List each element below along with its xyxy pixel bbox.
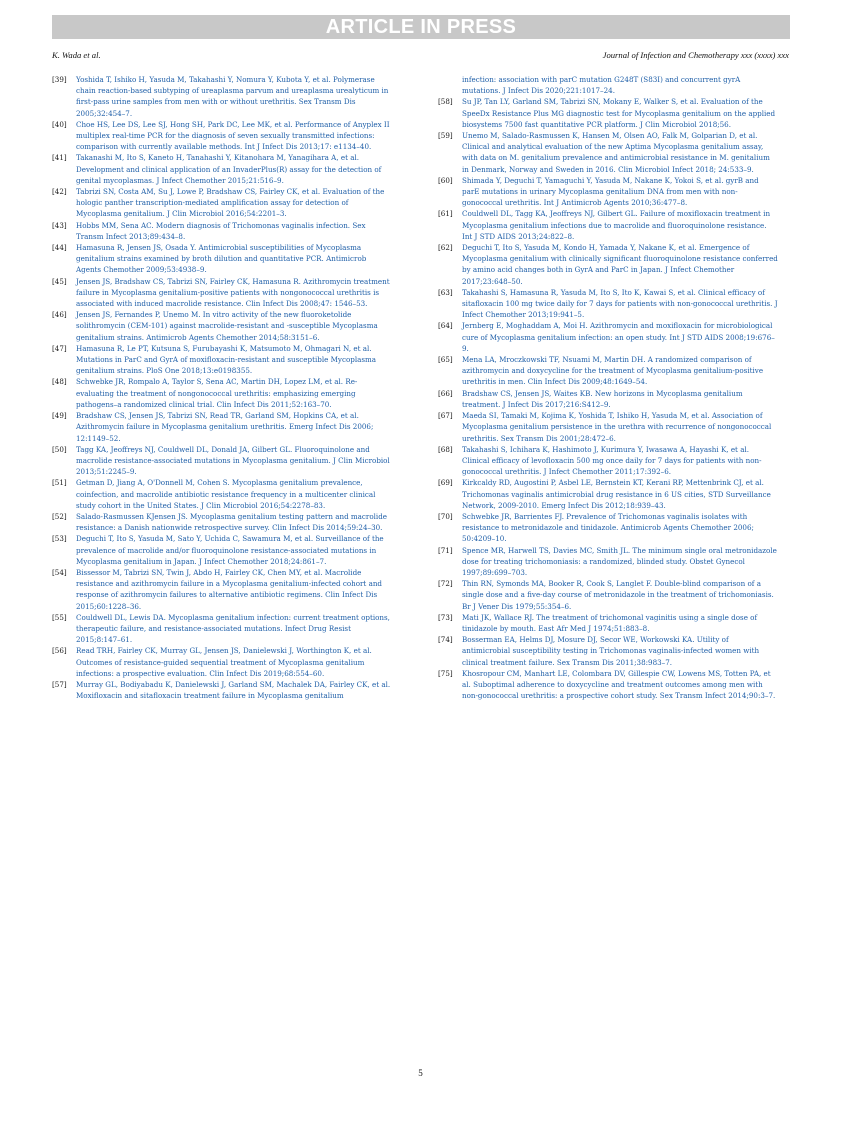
reference-number: [61] [438, 209, 453, 219]
reference-number: [39] [52, 75, 67, 84]
reference-number: [73] [438, 612, 453, 622]
reference-number: [62] [438, 243, 453, 253]
reference-link[interactable]: Hamasuna R, Jensen JS, Osada Y. Antimicrobial susceptibilities of Mycoplasma genitalium strains examined by broth dilution and quantitative PCR. Antimicrob Agents Chemother 2009;53:4938–9. [76, 243, 367, 275]
reference-number: [66] [438, 388, 453, 398]
reference-number: [55] [52, 612, 67, 622]
reference-entry [52, 533, 392, 567]
references-right-column [438, 74, 778, 701]
reference-link[interactable]: Bradshaw CS, Jensen JS, Waites KB. New horizons in Mycoplasma genitalium treatment. J Infect Dis 2017;216:S412–9. [462, 388, 743, 409]
reference-link[interactable]: Couldwell DL, Lewis DA. Mycoplasma genitalium infection: current treatment options, therapeutic failure, and resistance-associated mutations. Infect Drug Resist 2015;8:147–61. [76, 612, 390, 645]
reference-link[interactable]: Bosserman EA, Helms DJ, Mosure DJ, Secor WE, Workowski KA. Utility of antimicrobial susceptibility testing in Trichomonas vaginalis-infected women with clinical treatment failure. Sex Transm Dis 2011;38:983–7. [462, 635, 760, 667]
reference-link[interactable]: Deguchi T, Ito S, Yasuda M, Sato Y, Uchida C, Sawamura M, et al. Surveillance of the prevalence of macrolide and/or fluoroquinolone resistance-associated mutations in Mycoplasma genitalium in Japan. J Infect Chemother 2018;24:861–7. [76, 534, 384, 566]
reference-number: [64] [438, 321, 453, 331]
reference-link[interactable]: Bissessor M, Tabrizi SN, Twin J, Abdo H, Fairley CK, Chen MY, et al. Macrolide resistance and azithromycin failure in a Mycoplasma genitalium-infected cohort and response of azithromycin failures to alternative antibiotic regimens. Clin Infect Dis 2015;60:1228–36. [76, 567, 383, 611]
reference-link[interactable]: Khosropour CM, Manhart LE, Colombara DV, Gillespie CW, Lowens MS, Totten PA, et al. Suboptimal adherence to doxycycline and treatment outcomes among men with non-gonococcal urethritis: a prospective cohort study. Sex Transm Infect 2014;90:3–7. [462, 668, 776, 701]
reference-entry [438, 388, 778, 410]
reference-link[interactable]: Mati JK, Wallace RJ. The treatment of trichomonal vaginitis using a single dose of tinidazole by mouth. East Afr Med J 1974;51:883–8. [462, 612, 758, 633]
reference-number [438, 74, 462, 96]
reference-link[interactable]: Unemo M, Salado-Rasmussen K, Hansen M, Olsen AO, Falk M, Golparian D, et al. Clinical and analytical evaluation of the new Aptima Mycoplasma genitalium assay, with data on M. genitalium prevalence and antimicrobial resistance in M. genitalium in Denmark, Norway and Sweden in 2016. Clin Microbiol Infect 2018; 24:533–9. [462, 131, 770, 174]
reference-entry [438, 545, 778, 579]
reference-link[interactable]: Kirkcaldy RD, Augostini P, Asbel LE, Bernstein KT, Kerani RP, Mettenbrink CJ, et al. Trichomonas vaginalis antimicrobial drug resistance in 6 US cities, STD Surveillance Network, 2009-2010. Emerg Infect Dis 2012;18:939–43. [462, 478, 771, 510]
reference-number: [68] [438, 444, 453, 454]
reference-number: [57] [52, 679, 67, 689]
reference-number: [43] [52, 220, 67, 230]
reference-number: [41] [52, 153, 67, 163]
article-in-press-banner: ARTICLE IN PRESS [52, 15, 790, 39]
reference-link[interactable]: Takahashi S, Ichihara K, Hashimoto J, Kurimura Y, Iwasawa A, Hayashi K, et al. Clinical efficacy of levofloxacin 500 mg once daily for 7 days for patients with non-gonococcal urethritis. J Infect Chemother 2011;17:392–6. [462, 444, 762, 477]
reference-number: [63] [438, 287, 453, 297]
reference-entry [438, 320, 778, 354]
reference-link[interactable]: infection: association with parC mutation G248T (S83I) and concurrent gyrA mutations. J Infect Dis 2020;221:1017–24. [462, 75, 741, 96]
reference-entry [52, 119, 392, 153]
reference-entry [438, 477, 778, 511]
reference-number: [71] [438, 545, 453, 555]
reference-entry [52, 567, 392, 612]
reference-link[interactable]: Jensen JS, Fernandes P, Unemo M. In vitro activity of the new fluoroketolide solithromycin (CEM-101) against macrolide-resistant and -susceptible Mycoplasma genitalium strains. Antimicrob Agents Chemother 2014;58:3151–6. [76, 310, 378, 342]
reference-entry [52, 309, 392, 343]
reference-number: [58] [438, 97, 453, 107]
reference-link[interactable]: Getman D, Jiang A, O'Donnell M, Cohen S. Mycoplasma genitalium prevalence, coinfection, and macrolide antibiotic resistance frequency in a multicenter clinical study cohort in the United States. J Clin Microbiol 2016;54:2278–83. [76, 478, 376, 510]
reference-link[interactable]: Spence MR, Harwell TS, Davies MC, Smith JL. The minimum single oral metronidazole dose for treating trichomoniasis: a randomized, blinded study. Obstet Gynecol 1997;89:699–703. [462, 545, 777, 577]
reference-link[interactable]: Hamasuna R, Le PT, Kutsuna S, Furubayashi K, Matsumoto M, Ohmagari N, et al. Mutations in ParC and GyrA of moxifloxacin-resistant and susceptible Mycoplasma genitalium strains. PloS One 2018;13:e0198355. [76, 343, 377, 376]
reference-link[interactable]: Tagg KA, Jeoffreys NJ, Couldwell DL, Donald JA, Gilbert GL. Fluoroquinolone and macrolide resistance-associated mutations in Mycoplasma genitalium. J Clin Microbiol 2013;51:2245–9. [76, 444, 390, 477]
reference-link[interactable]: Choe HS, Lee DS, Lee SJ, Hong SH, Park DC, Lee MK, et al. Performance of Anyplex II multiplex real-time PCR for the diagnosis of seven sexually transmitted infections: comparison with currently available methods. Int J Infect Dis 2013;17: e1134–40. [76, 119, 390, 152]
reference-entry [52, 220, 392, 242]
reference-number: [50] [52, 444, 67, 454]
reference-entry [438, 208, 778, 242]
reference-number: [42] [52, 187, 67, 197]
reference-number: [67] [438, 411, 453, 421]
reference-entry [52, 679, 392, 701]
reference-entry [438, 287, 778, 321]
reference-entry [52, 612, 392, 646]
reference-entry [52, 74, 392, 119]
reference-entry [52, 477, 392, 511]
reference-link[interactable]: Salado-Rasmussen KJensen JS. Mycoplasma genitalium testing pattern and macrolide resistance: a Danish nationwide retrospective survey. Clin Infect Dis 2014;59:24–30. [76, 511, 388, 533]
reference-number: [60] [438, 175, 453, 185]
reference-link[interactable]: Deguchi T, Ito S, Yasuda M, Kondo H, Yamada Y, Nakane K, et al. Emergence of Mycoplasma genitalium with clinically significant fluoroquinolone resistance conferred by amino acid changes both in GyrA and ParC in Japan. J Infect Chemother 2017;23:648–50. [462, 243, 778, 286]
reference-link[interactable]: Yoshida T, Ishiko H, Yasuda M, Takahashi Y, Nomura Y, Kubota Y, et al. Polymerase chain reaction-based subtyping of ureaplasma parvum and ureaplasma urealyticum in first-pass urine samples from men with or without urethritis. Sex Transm Dis 2005;32:454–7. [76, 75, 389, 118]
running-head-journal: Journal of Infection and Chemotherapy xxx (xxxx) xxx [602, 50, 789, 60]
reference-entry [438, 96, 778, 130]
reference-number: [44] [52, 243, 67, 253]
reference-entry [438, 511, 778, 545]
reference-link[interactable]: Hobbs MM, Sena AC. Modern diagnosis of Trichomonas vaginalis infection. Sex Transm Infect 2013;89:434–8. [76, 220, 366, 241]
reference-number: [52] [52, 511, 67, 521]
reference-entry [52, 410, 392, 444]
reference-number: [65] [438, 355, 453, 365]
reference-link[interactable]: Bradshaw CS, Jensen JS, Tabrizi SN, Read TR, Garland SM, Hopkins CA, et al. Azithromycin failure in Mycoplasma genitalium urethritis. Emerg Infect Dis 2006; 12:1149–52. [76, 411, 374, 443]
reference-entry [52, 152, 392, 186]
reference-number: [40] [52, 119, 67, 129]
reference-number: [54] [52, 567, 67, 577]
reference-link[interactable]: Jensen JS, Bradshaw CS, Tabrizi SN, Fairley CK, Hamasuna R. Azithromycin treatment failure in Mycoplasma genitalium-positive patients with nongonococcal urethritis is associated with induced macrolide resistance. Clin Infect Dis 2008;47: 1546–53. [76, 276, 390, 309]
reference-number: [56] [52, 646, 67, 656]
reference-entry [438, 410, 778, 444]
reference-link[interactable]: Thin RN, Symonds MA, Booker R, Cook S, Langlet F. Double-blind comparison of a single dose and a five-day course of metronidazole in the treatment of trichomoniasis. Br J Vener Dis 1979;55:354–6. [462, 579, 774, 611]
reference-link[interactable]: Mena LA, Mroczkowski TF, Nsuami M, Martin DH. A randomized comparison of azithromycin and doxycycline for the treatment of Mycoplasma genitalium-positive urethritis in men. Clin Infect Dis 2009;48:1649–54. [462, 355, 764, 387]
reference-link[interactable]: Murray GL, Bodiyabadu K, Danielewski J, Garland SM, Machalek DA, Fairley CK, et al. Moxifloxacin and sitafloxacin treatment failure in Mycoplasma genitalium [76, 679, 391, 701]
reference-entry [52, 186, 392, 220]
running-head-authors: K. Wada et al. [52, 50, 101, 60]
reference-link[interactable]: Jernberg E, Moghaddam A, Moi H. Azithromycin and moxifloxacin for microbiological cure of Mycoplasma genitalium infection: an open study. Int J STD AIDS 2008;19:676–9. [462, 321, 775, 353]
reference-entry [438, 612, 778, 634]
reference-link[interactable]: Shimada Y, Deguchi T, Yamaguchi Y, Yasuda M, Nakane K, Yokoi S, et al. gyrB and parE mutations in urinary Mycoplasma genitalium DNA from men with non-gonococcal urethritis. Int J Antimicrob Agents 2010;36:477–8. [462, 175, 759, 208]
reference-entry [52, 511, 392, 533]
reference-link[interactable]: Schwebke JR, Barrientes FJ. Prevalence of Trichomonas vaginalis isolates with resistance to metronidazole and tinidazole. Antimicrob Agents Chemother 2006; 50:4209–10. [462, 511, 754, 544]
reference-entry [438, 175, 778, 209]
reference-entry [52, 376, 392, 410]
reference-entry [438, 444, 778, 478]
page-number: 5 [418, 1068, 423, 1078]
reference-link[interactable]: Couldwell DL, Tagg KA, Jeoffreys NJ, Gilbert GL. Failure of moxifloxacin treatment in Mycoplasma genitalium infections due to macrolide and fluoroquinolone resistance. Int J STD AIDS 2013;24:822–8. [462, 209, 771, 241]
reference-number: [74] [438, 635, 453, 645]
reference-number: [47] [52, 343, 67, 353]
reference-entry [438, 578, 778, 612]
reference-entry [52, 242, 392, 276]
reference-entry [52, 343, 392, 377]
reference-number: [70] [438, 511, 453, 521]
reference-link[interactable]: Takanashi M, Ito S, Kaneto H, Tanahashi Y, Kitanohara M, Yanagihara A, et al. Development and clinical application of an InvaderPlus(R) assay for the detection of genital mycoplasmas. J Infect Chemother 2015;21:516–9. [76, 153, 382, 185]
reference-number: [46] [52, 310, 67, 320]
reference-number: [72] [438, 579, 453, 589]
reference-number: [53] [52, 534, 67, 544]
references-left-column [52, 74, 392, 701]
reference-link[interactable]: Read TRH, Fairley CK, Murray GL, Jensen JS, Danielewski J, Worthington K, et al. Outcomes of resistance-guided sequential treatment of Mycoplasma genitalium infections: a prospective evaluation. Clin Infect Dis 2019;68:554–60. [76, 646, 372, 678]
reference-link[interactable]: Tabrizi SN, Costa AM, Su J, Lowe P, Bradshaw CS, Fairley CK, et al. Evaluation of the hologic panther transcription-mediated amplification assay for detection of Mycoplasma genitalium. J Clin Microbiol 2016;54:2201–3. [76, 187, 385, 219]
reference-entry [438, 634, 778, 668]
reference-entry [438, 668, 778, 702]
reference-link[interactable]: Schwebke JR, Rompalo A, Taylor S, Sena AC, Martin DH, Lopez LM, et al. Re-evaluating the treatment of nongonococcal urethritis: emphasizing emerging pathogens–a randomized clinical trial. Clin Infect Dis 2011;52:163–70. [76, 377, 358, 409]
reference-number: [45] [52, 276, 67, 286]
reference-entry [438, 354, 778, 388]
reference-entry [52, 645, 392, 679]
reference-number: [49] [52, 411, 67, 421]
reference-entry [52, 276, 392, 310]
reference-entry [438, 242, 778, 287]
reference-entry [438, 130, 778, 175]
reference-number: [48] [52, 377, 67, 387]
reference-entry [52, 444, 392, 478]
reference-link[interactable]: Takahashi S, Hamasuna R, Yasuda M, Ito S, Ito K, Kawai S, et al. Clinical efficacy of sitafloxacin 100 mg twice daily for 7 days for patients with non-gonococcal urethritis. J Infect Chemother 2013;19:941–5. [462, 287, 778, 320]
reference-number: [51] [52, 478, 67, 488]
reference-link[interactable]: Maeda SI, Tamaki M, Kojima K, Yoshida T, Ishiko H, Yasuda M, et al. Association of Mycoplasma genitalium persistence in the urethra with recurrence of nongonococcal urethritis. Sex Transm Dis 2001;28:472–6. [462, 411, 772, 443]
reference-number: [69] [438, 478, 453, 488]
reference-number: [75] [438, 668, 453, 678]
reference-number: [59] [438, 131, 453, 141]
reference-entry [438, 74, 778, 96]
reference-link[interactable]: Su JP, Tan LY, Garland SM, Tabrizi SN, Mokany E, Walker S, et al. Evaluation of the SpeeDx Resistance Plus MG diagnostic test for Mycoplasma genitalium on the applied biosystems 7500 fast quantitative PCR platform. J Clin Microbiol 2018;56. [462, 97, 776, 129]
